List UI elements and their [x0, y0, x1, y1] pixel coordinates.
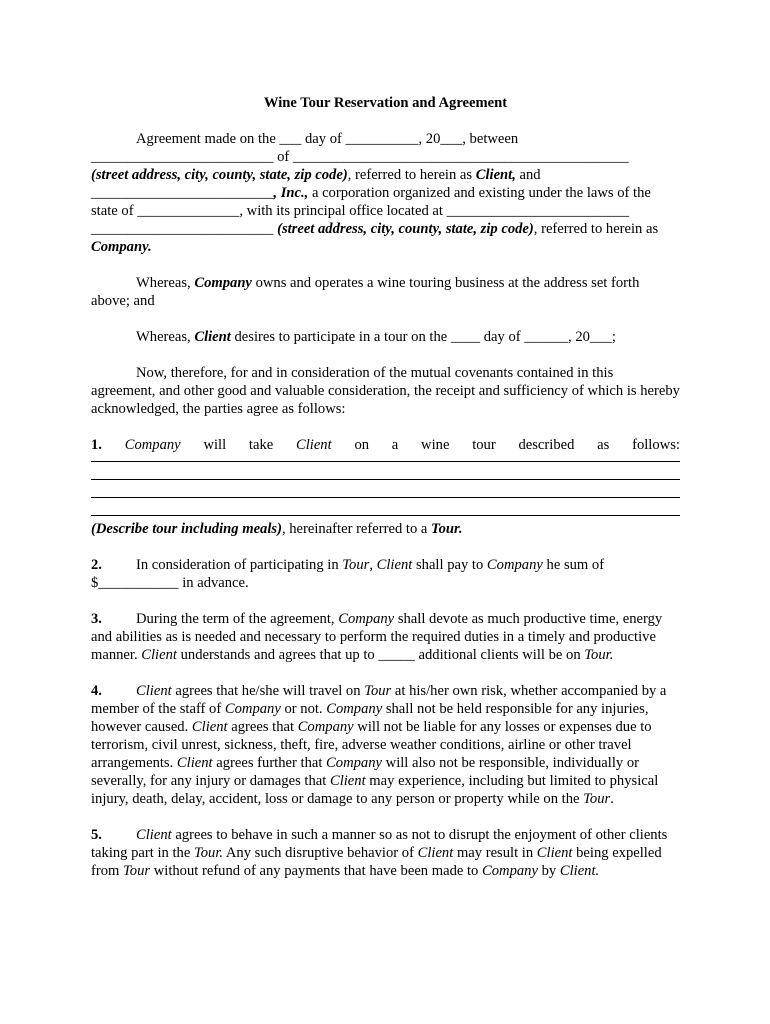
whereas-paragraph-1: Whereas, Company owns and operates a wine touring business at the address set forth above; and [91, 275, 640, 309]
intro-paragraph: Agreement made on the ___ day of __________, 20___, between _________________________ of ______________________________________________ (street address, city, county, state, zip code), referred to herein as Client, and _________________________, Inc., a corporation organized and existing under the laws of the state of ______________, with its principal office located at _________________________ _________________________ (street address, city, county, state, zip code), referred to herein as Company. [91, 131, 659, 255]
blank-line-2[interactable] [91, 462, 680, 480]
document-page [91, 94, 680, 898]
blank-line-1[interactable] [91, 454, 680, 462]
tour-description-caption: (Describe tour including meals), hereinafter referred to a Tour. [91, 521, 463, 537]
whereas-paragraph-2: Whereas, Client desires to participate in a tour on the ____ day of ______, 20___; [136, 329, 616, 345]
section-4: 4. Client agrees that he/she will travel on Tour at his/her own risk, whether accompanied by a member of the staff of Company or not. Company shall not be held responsible for any injuries, however caused. Client agrees that Company will not be liable for any losses or expenses due to terrorism, civil unrest, sickness, theft, fire, adverse weather conditions, airline or other travel arrangements. Client agrees further that Company will also not be responsible, individually or severally, for any injury or damages that Client may experience, including but limited to physical injury, death, delay, accident, loss or damage to any person or property while on the Tour. [91, 683, 667, 807]
blank-line-4[interactable] [91, 498, 680, 516]
now-therefore-paragraph: Now, therefore, for and in consideration of the mutual covenants contained in this agreement, and other good and valuable consideration, the receipt and sufficiency of which is hereby acknowledged, the parties agree as follows: [91, 365, 680, 417]
section-5: 5. Client agrees to behave in such a manner so as not to disrupt the enjoyment of other clients taking part in the Tour. Any such disruptive behavior of Client may result in Client being expelled from Tour without refund of any payments that have been made to Company by Client. [91, 827, 668, 879]
section-2: 2. In consideration of participating in Tour, Client shall pay to Company he sum of $___________ in advance. [91, 557, 605, 591]
section-1 [91, 436, 680, 538]
section-3: 3. During the term of the agreement, Company shall devote as much productive time, energy and abilities as is needed and necessary to perform the required duties in a timely and productive manner. Client understands and agrees that up to _____ additional clients will be on Tour. [91, 611, 663, 663]
section-1-heading-line: 1. Company will take Client on a wine tour described as follows: [91, 437, 680, 453]
blank-line-3[interactable] [91, 480, 680, 498]
document-title: Wine Tour Reservation and Agreement [263, 95, 508, 111]
